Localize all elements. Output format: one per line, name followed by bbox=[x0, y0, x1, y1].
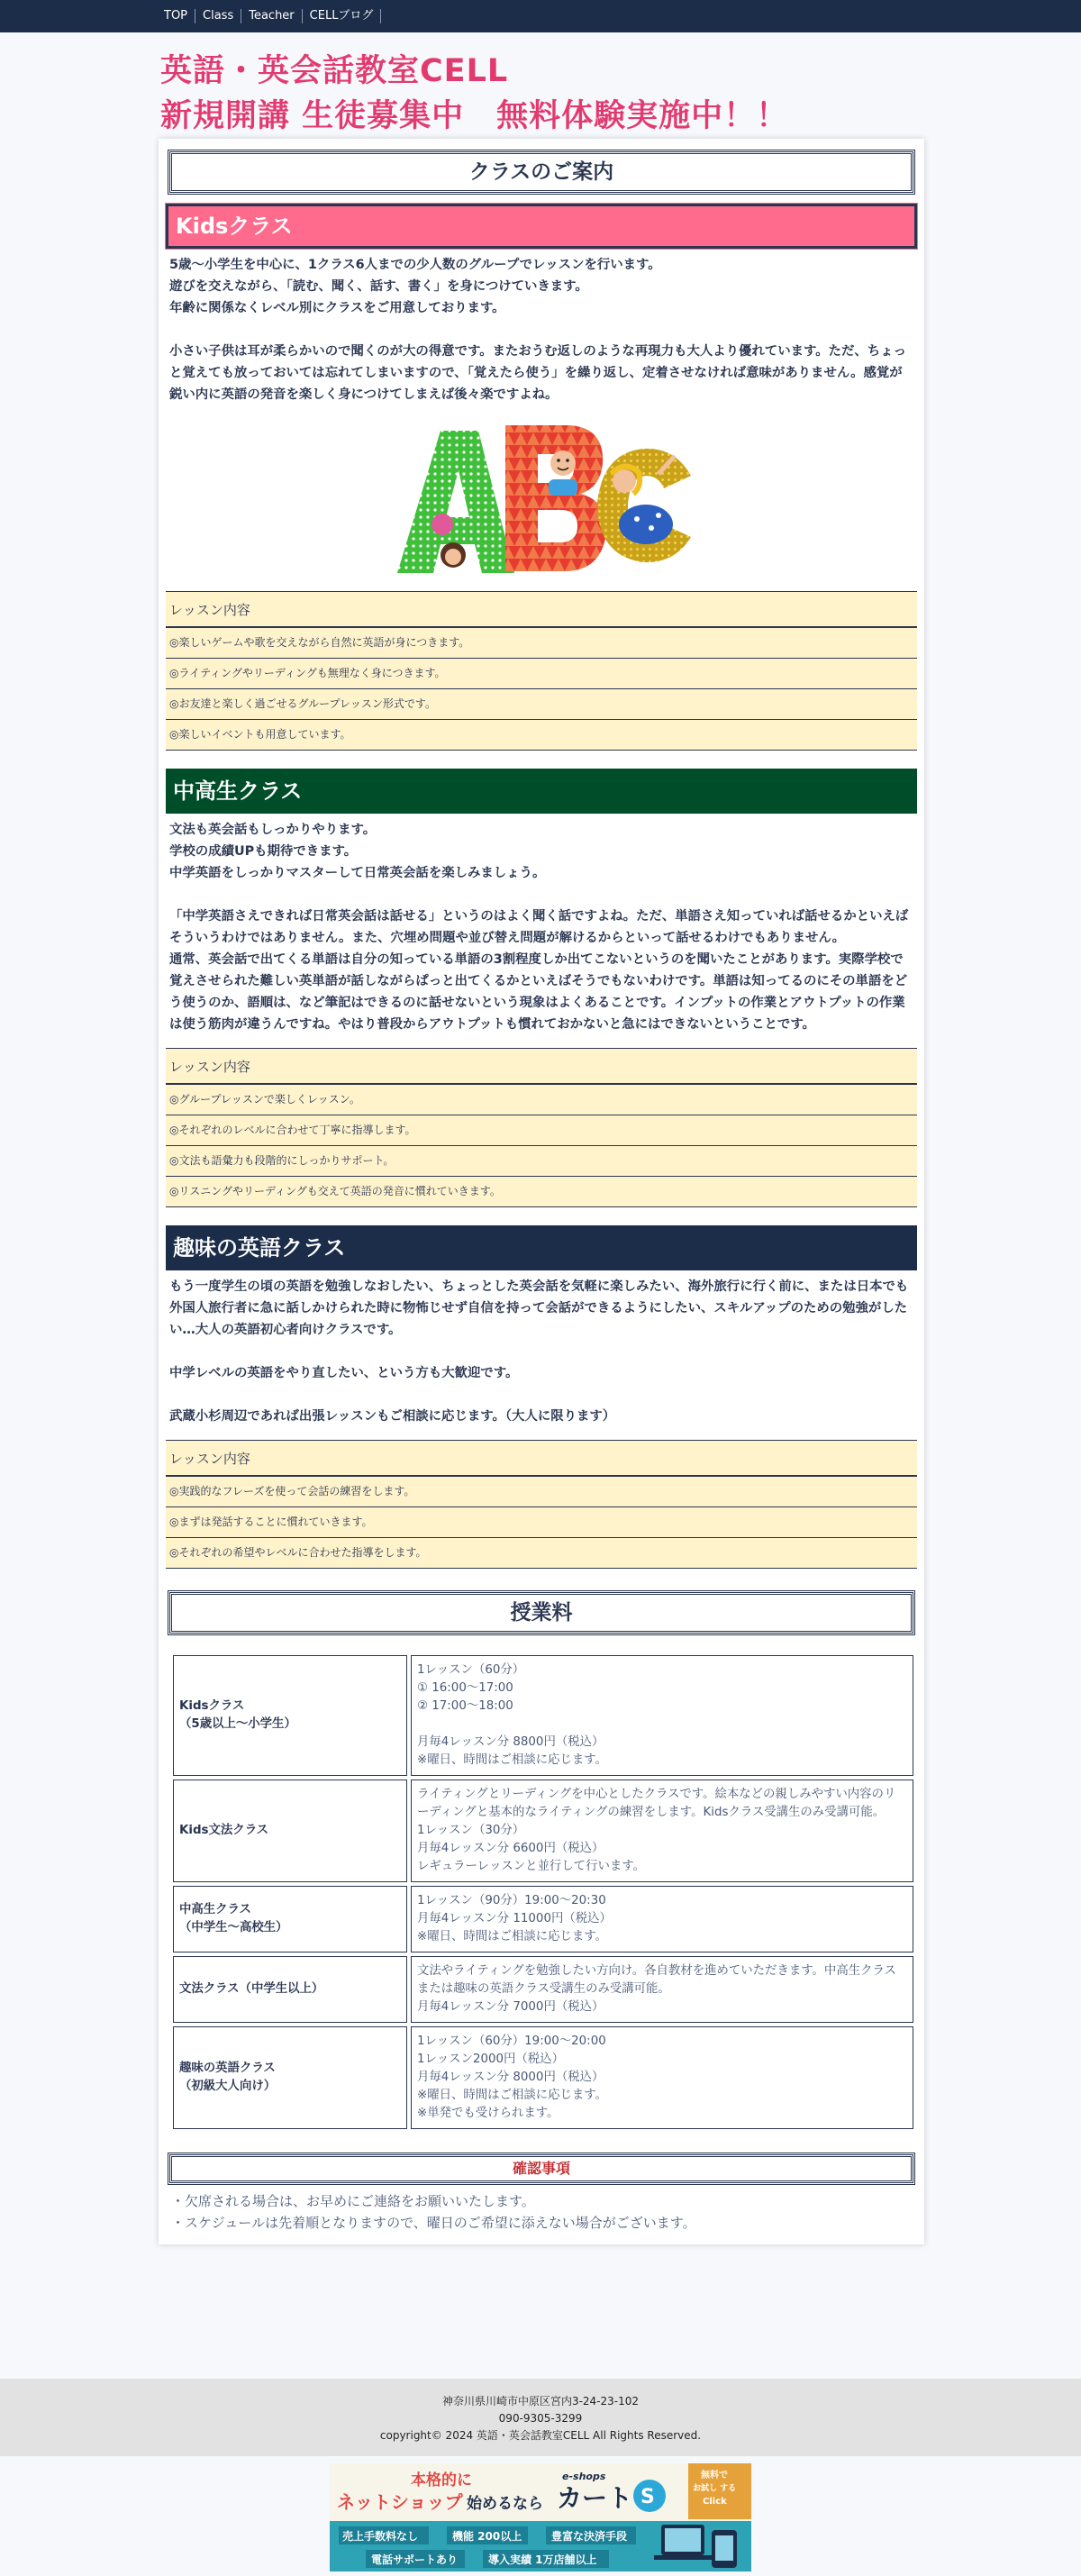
footer-phone: 090-9305-3299 bbox=[498, 2412, 583, 2425]
kids-desc-line: 遊びを交えながら、「読む、聞く、話す、書く」を身につけていきます。 bbox=[169, 279, 588, 294]
middle-class-section bbox=[166, 769, 917, 1207]
fee-class-name bbox=[173, 1780, 407, 1882]
badge-line: 無料で bbox=[701, 2471, 728, 2480]
fee-detail-line: ※曜日、時間はご相談に応じます。 bbox=[417, 1753, 608, 1767]
fee-detail-line: 月毎4レッスン分 8800円（税込） bbox=[417, 1735, 604, 1749]
middle-lesson-item: ◎グループレッスンで楽しくレッスン。 bbox=[166, 1085, 917, 1115]
fee-detail-line: ライティングとリーディングを中心としたクラスです。絵本などの親しみやすい内容のリーディングと基本的なライティングの練習をします。Kidsクラス受講生のみ受講可能。 bbox=[417, 1788, 896, 1819]
fee-detail-line: 1レッスン（60分）19:00〜20:00 bbox=[417, 2034, 606, 2048]
kids-lesson-item: ◎楽しいイベントも用意しています。 bbox=[166, 720, 917, 751]
child-face-icon bbox=[550, 451, 576, 476]
hobby-desc-blank bbox=[169, 1384, 913, 1406]
hobby-lesson-box bbox=[166, 1440, 917, 1569]
site-footer bbox=[0, 2379, 1081, 2456]
fee-detail bbox=[411, 1780, 913, 1882]
fee-detail bbox=[411, 1655, 913, 1776]
hobby-lesson-title: レッスン内容 bbox=[166, 1441, 917, 1477]
kids-desc-line: 5歳〜小学生を中心に、1クラス6人までの少人数のグループでレッスンを行います。 bbox=[169, 258, 661, 272]
banner-feature: 導入実績 1万店舗以上 bbox=[488, 2553, 597, 2566]
badge-line: Click bbox=[703, 2497, 727, 2507]
kids-lesson-item: ◎ライティングやリーディングも無理なく身につきます。 bbox=[166, 659, 917, 689]
badge-line: お試し する bbox=[693, 2484, 737, 2493]
kids-lesson-item: ◎お友達と楽しく過ごせるグループレッスン形式です。 bbox=[166, 689, 917, 720]
fee-detail bbox=[411, 1956, 913, 2023]
abc-illustration bbox=[166, 420, 917, 578]
banner-headline2b: 始めるなら bbox=[467, 2495, 543, 2513]
fees-section bbox=[166, 1592, 917, 2133]
abc-letters-image bbox=[388, 420, 695, 578]
table-row bbox=[173, 1956, 913, 2023]
fee-detail-line: ※単発でも受けられます。 bbox=[417, 2107, 559, 2120]
fee-detail-line: 月毎4レッスン分 11000円（税込） bbox=[417, 1912, 612, 1925]
fee-name-line: 趣味の英語クラス bbox=[179, 2062, 276, 2075]
fee-name-line: Kidsクラス bbox=[179, 1699, 245, 1713]
confirm-item: ・欠席される場合は、お早めにご連絡をお願いいたします。 bbox=[171, 2193, 535, 2209]
fee-class-name bbox=[173, 1886, 407, 1952]
banner-feature: 電話サポートあり bbox=[371, 2553, 459, 2566]
kids-lesson-item: ◎楽しいゲームや歌を交えながら自然に英語が身につきます。 bbox=[166, 628, 917, 659]
fee-detail-line bbox=[417, 1716, 907, 1734]
fee-detail-line: 文法やライティングを勉強したい方向け。各自教材を進めていただきます。中高生クラスまたは趣味の英語クラス受講生のみ受講可能。 bbox=[417, 1964, 896, 1996]
fee-name-line: （5歳以上〜小学生） bbox=[179, 1717, 296, 1731]
hobby-desc-blank bbox=[169, 1341, 913, 1362]
kids-lesson-title: レッスン内容 bbox=[166, 592, 917, 628]
fees-title: 授業料 bbox=[169, 1592, 913, 1634]
banner-feature: 豊富な決済手段 bbox=[551, 2530, 628, 2543]
fee-name-line: Kids文法クラス bbox=[179, 1824, 269, 1837]
fee-name-line: （初級大人向け） bbox=[179, 2080, 277, 2093]
fee-name-line: （中学生〜高校生） bbox=[179, 1921, 288, 1934]
fee-class-name bbox=[173, 1655, 407, 1776]
middle-lesson-title: レッスン内容 bbox=[166, 1049, 917, 1085]
middle-desc-line: 通常、英会話で出てくる単語は自分の知っている単語の3割程度しか出てこないというのを聞いたことがあります。実際学校で覚えさせられた難しい英単語が話しながらぱっと出てくるかといえばそうでもないわけです。単語は知ってるのにその単語をどう使うのか、語順は、など筆記はできるのに話せないという現象はよくあることです。インプットの作業とアウトプットの作業は使う筋肉が違うんですね。やはり普段からアウトプットも慣れておかないと急にはできないということです。 bbox=[169, 952, 908, 1032]
footer-copyright: copyright© 2024 英語・英会話教室CELL All Rights Reserved. bbox=[379, 2429, 702, 2442]
hobby-class-section bbox=[166, 1225, 917, 1569]
nav-blog-link[interactable]: CELLブログ bbox=[303, 9, 382, 23]
hobby-lesson-item: ◎それぞれの希望やレベルに合わせた指導をします。 bbox=[166, 1538, 917, 1569]
fee-name-line: 文法クラス（中学生以上） bbox=[179, 1982, 324, 1996]
nav-class-link[interactable]: Class bbox=[195, 9, 241, 23]
fee-detail-line: 1レッスン（60分） bbox=[417, 1663, 525, 1677]
fee-detail-line: レギュラーレッスンと並行して行います。 bbox=[417, 1860, 645, 1873]
kids-class-section bbox=[166, 204, 917, 751]
middle-lesson-item: ◎文法も語彙力も段階的にしっかりサポート。 bbox=[166, 1146, 917, 1177]
svg-text:S: S bbox=[640, 2486, 655, 2508]
hobby-class-heading: 趣味の英語クラス bbox=[166, 1225, 917, 1270]
fee-detail-line: 1レッスン（30分） bbox=[417, 1824, 525, 1837]
fee-detail-line: 月毎4レッスン分 7000円（税込） bbox=[417, 2000, 604, 2014]
banner-feature: 機能 200以上 bbox=[452, 2530, 522, 2543]
middle-class-description bbox=[166, 819, 917, 1035]
confirm-item: ・スケジュールは先着順となりますので、曜日のご希望に添えない場合がございます。 bbox=[171, 2215, 696, 2231]
site-title bbox=[160, 49, 1081, 139]
banner-brand: カート bbox=[557, 2483, 633, 2513]
fee-class-name bbox=[173, 1956, 407, 2023]
main-content bbox=[159, 139, 924, 2244]
fee-detail-line: ※曜日、時間はご相談に応じます。 bbox=[417, 1930, 608, 1943]
footer-address: 神奈川県川崎市中原区宮内3-24-23-102 bbox=[441, 2395, 640, 2408]
fee-table bbox=[169, 1652, 917, 2133]
table-row bbox=[173, 1655, 913, 1776]
table-row bbox=[173, 1780, 913, 1882]
middle-desc-blank bbox=[169, 884, 913, 906]
hobby-desc-line: 武蔵小杉周辺であれば出張レッスンもご相談に応じます。（大人に限ります） bbox=[169, 1409, 616, 1424]
fee-detail-line: ① 16:00〜17:00 bbox=[417, 1681, 513, 1695]
middle-desc-line: 文法も英会話もしっかりやります。 bbox=[169, 823, 377, 837]
middle-desc-line: 「中学英語さえできれば日常英会話は話せる」というのはよく聞く話ですよね。ただ、単語さえ知っていれば話せるかといえばそういうわけではありません。また、穴埋め問題や並び替え問題が解けるからといって話せるわけでもありません。 bbox=[169, 909, 909, 945]
letter-b-shape bbox=[505, 425, 606, 571]
ad-banner[interactable] bbox=[330, 2463, 751, 2571]
hobby-desc-line: もう一度学生の頃の英語を勉強しなおしたい、ちょっとした英会話を気軽に楽しみたい、海外旅行に行く前に、または日本でも外国人旅行者に急に話しかけられた時に物怖じせず自信を持って会話ができるようにしたい、スキルアップのための勉強がしたい…大人の英語初心者向けクラスです。 bbox=[169, 1279, 909, 1337]
middle-desc-line: 学校の成績UPも期待できます。 bbox=[169, 844, 358, 859]
kids-class-heading: Kidsクラス bbox=[166, 204, 917, 249]
fee-detail-line: ② 17:00〜18:00 bbox=[417, 1699, 513, 1713]
classes-title: クラスのご案内 bbox=[169, 151, 913, 193]
confirm-section bbox=[166, 2154, 917, 2234]
fee-class-name bbox=[173, 2026, 407, 2129]
site-title-line1: 英語・英会話教室CELL bbox=[160, 53, 509, 89]
middle-class-heading: 中高生クラス bbox=[166, 769, 917, 814]
hobby-class-description bbox=[166, 1276, 917, 1427]
top-navigation bbox=[0, 0, 1081, 32]
fee-detail-line: 1レッスン2000円（税込） bbox=[417, 2053, 564, 2066]
hobby-lesson-item: ◎まずは発話することに慣れていきます。 bbox=[166, 1507, 917, 1538]
banner-headline1: 本格的に bbox=[411, 2471, 472, 2490]
fee-detail-line: 月毎4レッスン分 8000円（税込） bbox=[417, 2071, 604, 2084]
hobby-desc-line: 中学レベルの英語をやり直したい、という方も大歓迎です。 bbox=[169, 1366, 519, 1380]
banner-feature: 売上手数料なし bbox=[342, 2530, 419, 2543]
middle-desc-line: 中学英語をしっかりマスターして日常英会話を楽しみましょう。 bbox=[169, 866, 546, 880]
kids-desc-line: 年齢に関係なくレベル別にクラスをご用意しております。 bbox=[169, 301, 505, 315]
fee-detail bbox=[411, 1886, 913, 1952]
middle-lesson-item: ◎リスニングやリーディングも交えて英語の発音に慣れていきます。 bbox=[166, 1177, 917, 1207]
kids-class-description bbox=[166, 254, 917, 405]
site-title-line2: 新規開講 生徒募集中 無料体験実施中！！ bbox=[160, 98, 789, 134]
fee-name-line: 中高生クラス bbox=[179, 1903, 251, 1916]
fee-detail-line: 月毎4レッスン分 6600円（税込） bbox=[417, 1842, 604, 1855]
kids-desc-blank bbox=[169, 319, 913, 341]
fee-detail bbox=[411, 2026, 913, 2129]
table-row bbox=[173, 2026, 913, 2129]
hobby-lesson-item: ◎実践的なフレーズを使って会話の練習をします。 bbox=[166, 1477, 917, 1507]
nav-teacher-link[interactable]: Teacher bbox=[241, 9, 302, 23]
ad-banner-graphic bbox=[330, 2463, 751, 2571]
kids-lesson-box bbox=[166, 591, 917, 751]
table-row bbox=[173, 1886, 913, 1952]
banner-headline2a: ネットショップ bbox=[337, 2491, 463, 2513]
nav-top-link[interactable]: TOP bbox=[159, 9, 195, 23]
kids-desc-line: 小さい子供は耳が柔らかいので聞くのが大の得意です。またおうむ返しのような再現力も大人より優れています。ただ、ちょっと覚えても放っておいては忘れてしまいますので、「覚えたら使う」を繰り返し、定着させなければ意味がありません。感覚が鋭い内に英語の発音を楽しく身につけてしまえば後々楽ですよね。 bbox=[169, 344, 906, 402]
confirm-title: 確認事項 bbox=[169, 2154, 913, 2183]
middle-lesson-item: ◎それぞれのレベルに合わせて丁寧に指導します。 bbox=[166, 1115, 917, 1146]
middle-lesson-box bbox=[166, 1048, 917, 1207]
banner-brand-small: e-shops bbox=[562, 2471, 606, 2482]
fee-detail-line: ※曜日、時間はご相談に応じます。 bbox=[417, 2089, 608, 2102]
fee-detail-line: 1レッスン（90分）19:00〜20:30 bbox=[417, 1894, 606, 1907]
